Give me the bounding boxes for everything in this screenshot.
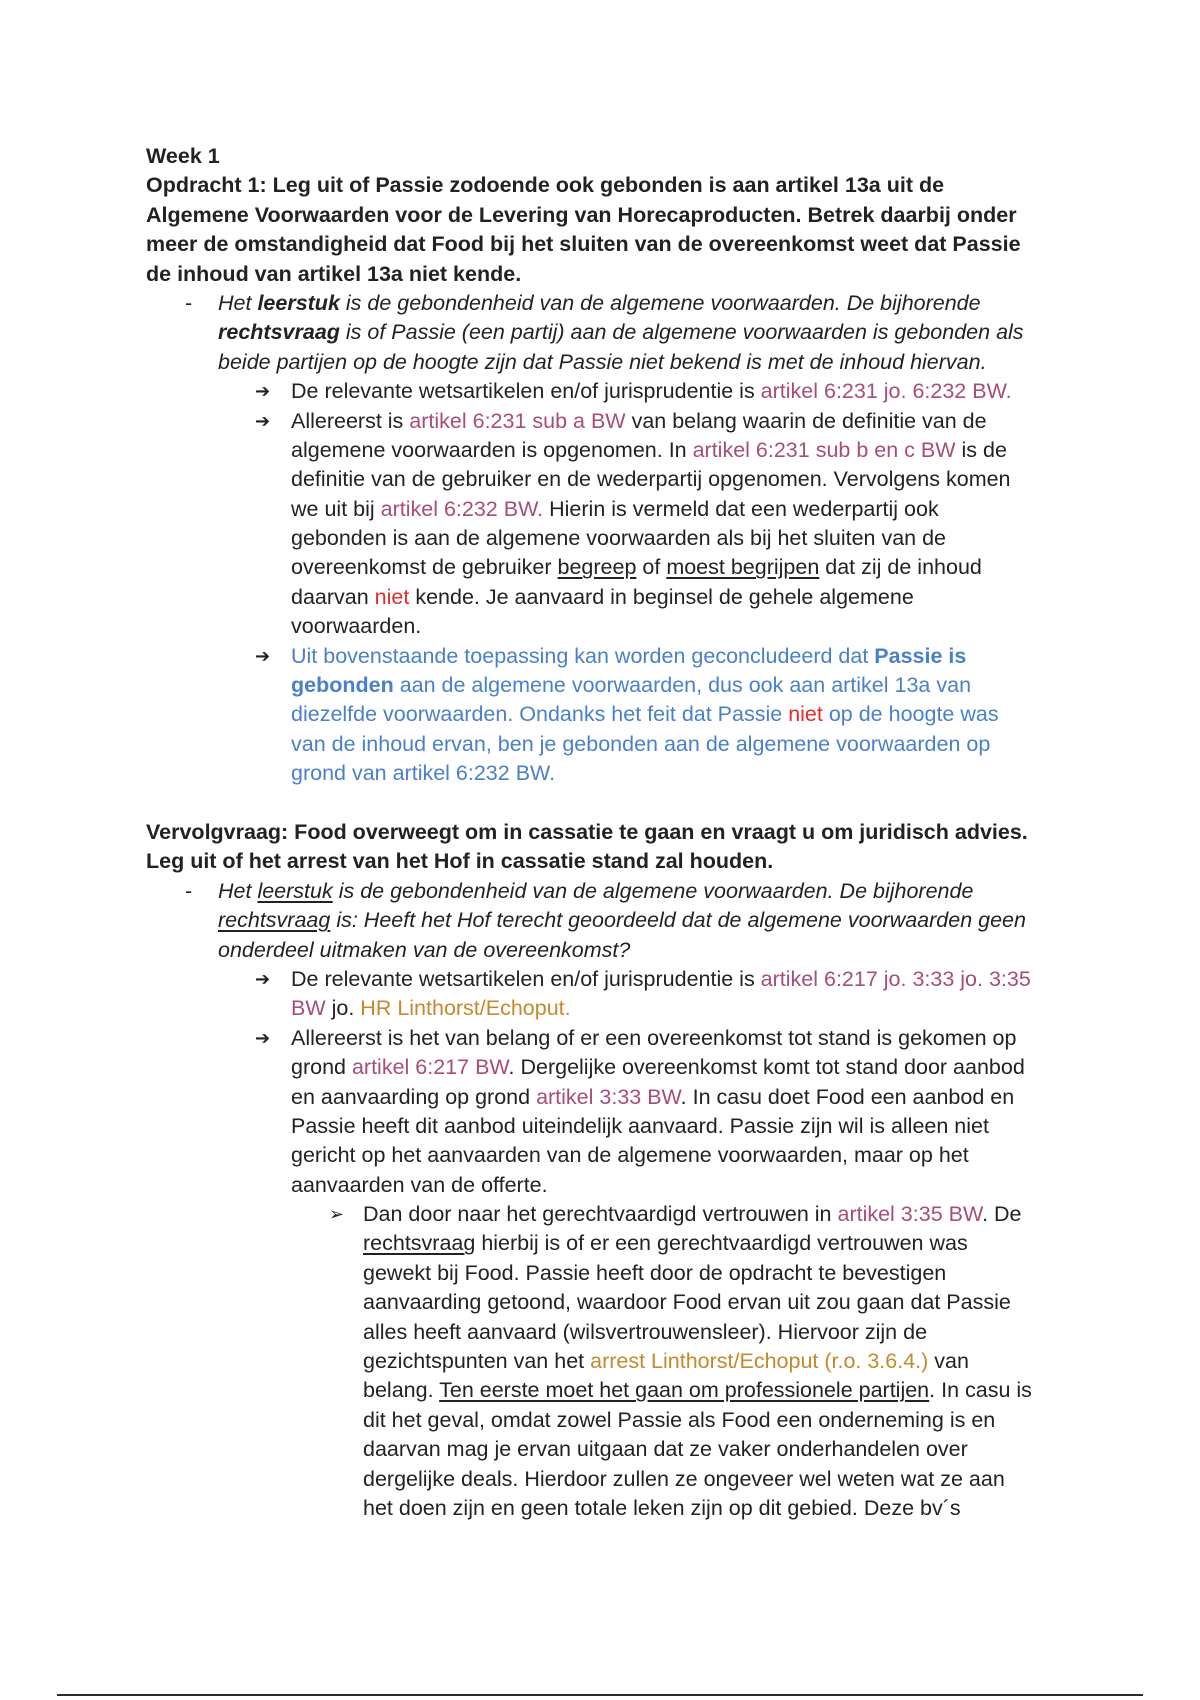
text-line	[146, 171, 1200, 200]
text-line	[218, 906, 1200, 935]
text-line	[291, 377, 1200, 406]
text-line	[363, 1406, 1200, 1435]
bold-term: Passie is	[874, 643, 967, 668]
text-run: kende. Je aanvaard in beginsel de gehele algemene	[409, 584, 914, 609]
text-run: gebonden is aan de algemene voorwaarden als bij het sluiten van de	[291, 526, 947, 551]
text-line	[363, 1288, 1200, 1317]
text-line	[363, 1494, 1200, 1523]
text-run: beide partijen op de hoogte zijn dat Passie niet bekend is met de inhoud hiervan.	[218, 349, 987, 374]
text-line	[291, 436, 1200, 465]
underlined-term: begreep	[557, 555, 637, 580]
legal-reference: artikel 3:35 BW	[837, 1202, 983, 1227]
text-line	[291, 671, 1200, 700]
legal-reference: artikel 6:217 jo. 3:33 jo. 3:35	[760, 966, 1031, 991]
legal-reference: artikel 6:232 BW.	[380, 496, 544, 521]
text-run: overeenkomst de gebruiker	[291, 555, 558, 580]
text-line	[146, 201, 1200, 230]
arrow-marker: ➔	[255, 1027, 271, 1049]
legal-reference: artikel 6:231 sub b en c BW	[692, 437, 956, 462]
text-line	[291, 759, 1200, 788]
text-run: . In casu is	[929, 1378, 1032, 1403]
text-line	[218, 289, 1200, 318]
text-run: algemene voorwaarden is opgenomen. In	[291, 437, 693, 462]
bold-term: rechtsvraag	[218, 320, 340, 345]
text-run: definitie van de gebruiker en de wederpartij opgenomen. Vervolgens komen	[291, 467, 1011, 492]
arrow-bullet-item	[255, 642, 1200, 789]
dash-marker: -	[185, 878, 193, 903]
negation: niet	[374, 584, 410, 609]
text-line	[146, 847, 1200, 876]
text-line	[363, 1318, 1200, 1347]
page-bottom-rule	[57, 1694, 1143, 1696]
arrow-bullet-item	[255, 965, 1200, 1024]
text-line	[291, 994, 1200, 1023]
negation: niet	[788, 702, 823, 727]
heading-block	[146, 171, 1200, 289]
dash-bullet-item	[185, 877, 1200, 965]
text-run: van de inhoud ervan, ben je gebonden aan de algemene voorwaarden op	[291, 731, 991, 756]
text-run: is de gebondenheid van de algemene voorwaarden. De bijhorende	[332, 878, 974, 903]
text-line	[146, 818, 1200, 847]
legal-reference: artikel 6:231 jo. 6:232 BW.	[760, 379, 1012, 404]
text-line	[218, 936, 1200, 965]
text-line	[218, 318, 1200, 347]
text-run: en aanvaarding op grond	[291, 1084, 537, 1109]
text-line	[363, 1435, 1200, 1464]
text-line	[291, 524, 1200, 553]
text-run: gewekt bij Food. Passie heeft door de opdracht te bevestigen	[363, 1260, 947, 1285]
text-run: Opdracht 1: Leg uit of Passie zodoende ook gebonden is aan artikel 13a uit de	[146, 173, 945, 198]
text-run: is of Passie (een partij) aan de algemene voorwaarden is gebonden als	[339, 320, 1024, 345]
arrow-bullet-item	[255, 1024, 1200, 1200]
text-line	[291, 642, 1200, 671]
text-line	[218, 877, 1200, 906]
underlined-term: rechtsvraag	[363, 1231, 476, 1256]
text-run: . De	[982, 1202, 1022, 1227]
text-run: gericht op het aanvaarden van de algemene voorwaarden, maar op het	[291, 1143, 969, 1168]
text-line	[218, 348, 1200, 377]
text-run: meer de omstandigheid dat Food bij het sluiten van de overeenkomst weet dat Passie	[146, 232, 1021, 257]
text-run: Allereerst is	[291, 408, 410, 433]
text-run: diezelfde voorwaarden. Ondanks het feit dat Passie	[291, 702, 789, 727]
text-run: is de gebondenheid van de algemene voorwaarden. De bijhorende	[339, 290, 981, 315]
underlined-term: moest begrijpen	[666, 555, 820, 580]
text-line	[291, 700, 1200, 729]
text-run: Week 1	[146, 144, 220, 168]
text-run: dergelijke deals. Hierdoor zullen ze ongeveer wel weten wat ze aan	[363, 1466, 1005, 1491]
heading-block	[146, 818, 1200, 877]
text-run: op de hoogte was	[822, 702, 999, 727]
underlined-term: leerstuk	[257, 878, 333, 903]
text-line	[291, 1112, 1200, 1141]
text-run: dit het geval, omdat zowel Passie als Food een onderneming is en	[363, 1407, 996, 1432]
assignment-1-section	[0, 142, 1200, 789]
case-law-reference: HR Linthorst/Echoput.	[360, 996, 571, 1021]
text-run: hierbij is of er een gerechtvaardigd vertrouwen was	[475, 1231, 968, 1256]
legal-reference: BW	[291, 996, 326, 1021]
text-run: De relevante wetsartikelen en/of jurisprudentie is	[291, 379, 761, 404]
text-line	[291, 1141, 1200, 1170]
text-line	[291, 1083, 1200, 1112]
text-run: aan de algemene voorwaarden, dus ook aan artikel 13a van	[393, 673, 972, 698]
text-run: is: Heeft het Hof terecht geoordeeld dat de algemene voorwaarden geen	[330, 908, 1026, 933]
underlined-term: rechtsvraag	[218, 908, 331, 933]
bold-term: gebonden	[291, 673, 394, 698]
text-run: we uit bij	[291, 496, 381, 521]
arrow-marker: ➔	[255, 410, 271, 432]
arrow-marker: ➔	[255, 968, 271, 990]
text-line	[363, 1376, 1200, 1405]
arrow-bullet-item	[255, 407, 1200, 642]
text-run: belang.	[363, 1378, 440, 1403]
text-run: Dan door naar het gerechtvaardigd vertrouwen in	[363, 1202, 838, 1227]
text-run: jo.	[325, 996, 361, 1021]
arrow-marker: ➔	[255, 645, 271, 667]
arrowhead-marker: ➢	[329, 1204, 345, 1226]
sub-arrow-bullet-item	[329, 1200, 1200, 1523]
text-run: . In casu doet Food een aanbod en	[680, 1084, 1015, 1109]
dash-marker: -	[185, 290, 193, 315]
text-line	[291, 553, 1200, 582]
text-run: het doen zijn en geen totale leken zijn op dit gebied. Deze bv´s	[363, 1495, 961, 1520]
text-run: Uit bovenstaande toepassing kan worden geconcludeerd dat	[291, 643, 875, 668]
text-run: van belang waarin de definitie van de	[625, 408, 987, 433]
text-run: aanvaarding getoond, waardoor Food ervan uit zou gaan dat Passie	[363, 1290, 1011, 1315]
text-run: of	[636, 555, 667, 580]
text-line	[291, 495, 1200, 524]
text-run: is de	[955, 437, 1007, 462]
arrow-bullet-item	[255, 377, 1200, 406]
text-run: Leg uit of het arrest van het Hof in cassatie stand zal houden.	[146, 849, 774, 874]
text-run: Passie heeft dit aanbod uiteindelijk aanvaard. Passie zijn wil is alleen niet	[291, 1113, 989, 1138]
arrow-marker: ➔	[255, 381, 271, 403]
legal-reference: artikel 6:231 sub a BW	[409, 408, 626, 433]
text-run: aanvaarden van de offerte.	[291, 1172, 548, 1197]
text-line	[146, 142, 1200, 171]
text-line	[291, 730, 1200, 759]
underlined-term: Ten eerste moet het gaan om professionele partijen	[439, 1378, 930, 1403]
dash-bullet-item	[185, 289, 1200, 377]
text-line	[146, 230, 1200, 259]
text-run: De relevante wetsartikelen en/of jurisprudentie is	[291, 966, 761, 991]
text-run: daarvan mag je ervan uitgaan dat ze vaker onderhandelen over	[363, 1437, 968, 1462]
text-run: voorwaarden.	[291, 614, 422, 639]
text-run: . Dergelijke overeenkomst komt tot stand door aanbod	[508, 1055, 1025, 1080]
text-run: daarvan	[291, 584, 375, 609]
text-run: dat zij de inhoud	[819, 555, 982, 580]
text-line	[363, 1259, 1200, 1288]
text-line	[291, 583, 1200, 612]
text-run: alles heeft aanvaard (wilsvertrouwensleer). Hiervoor zijn de	[363, 1319, 928, 1344]
text-line	[291, 612, 1200, 641]
legal-reference: artikel 3:33 BW	[536, 1084, 681, 1109]
text-run: Algemene Voorwaarden voor de Levering van Horecaproducten. Betrek daarbij onder	[146, 202, 1017, 227]
case-law-reference: arrest Linthorst/Echoput (r.o. 3.6.4.)	[590, 1349, 929, 1374]
follow-up-question-section	[0, 818, 1200, 1523]
bold-term: leerstuk	[257, 290, 340, 315]
text-run: Het	[218, 290, 258, 315]
text-line	[146, 260, 1200, 289]
text-line	[291, 1053, 1200, 1082]
text-run: Allereerst is het van belang of er een overeenkomst tot stand is gekomen op	[291, 1025, 1017, 1050]
text-run: grond van artikel 6:232 BW.	[291, 761, 556, 786]
text-run: Hierin is vermeld dat een wederpartij ook	[543, 496, 939, 521]
text-run: Vervolgvraag: Food overweegt om in cassatie te gaan en vraagt u om juridisch advies.	[146, 819, 1028, 844]
text-run: de inhoud van artikel 13a niet kende.	[146, 261, 522, 286]
heading-block	[146, 142, 1200, 171]
text-line	[363, 1200, 1200, 1229]
text-line	[291, 465, 1200, 494]
text-line	[291, 965, 1200, 994]
text-line	[291, 407, 1200, 436]
text-line	[363, 1229, 1200, 1258]
text-run: grond	[291, 1055, 352, 1080]
document-page-content	[0, 142, 1200, 1523]
text-run: van	[928, 1349, 969, 1374]
text-run: gezichtspunten van het	[363, 1349, 591, 1374]
text-line	[363, 1465, 1200, 1494]
text-line	[291, 1024, 1200, 1053]
text-run: onderdeel uitmaken van de overeenkomst?	[218, 937, 631, 962]
text-run: Het	[218, 878, 258, 903]
text-line	[363, 1347, 1200, 1376]
legal-reference: artikel 6:217 BW	[351, 1055, 509, 1080]
text-line	[291, 1171, 1200, 1200]
